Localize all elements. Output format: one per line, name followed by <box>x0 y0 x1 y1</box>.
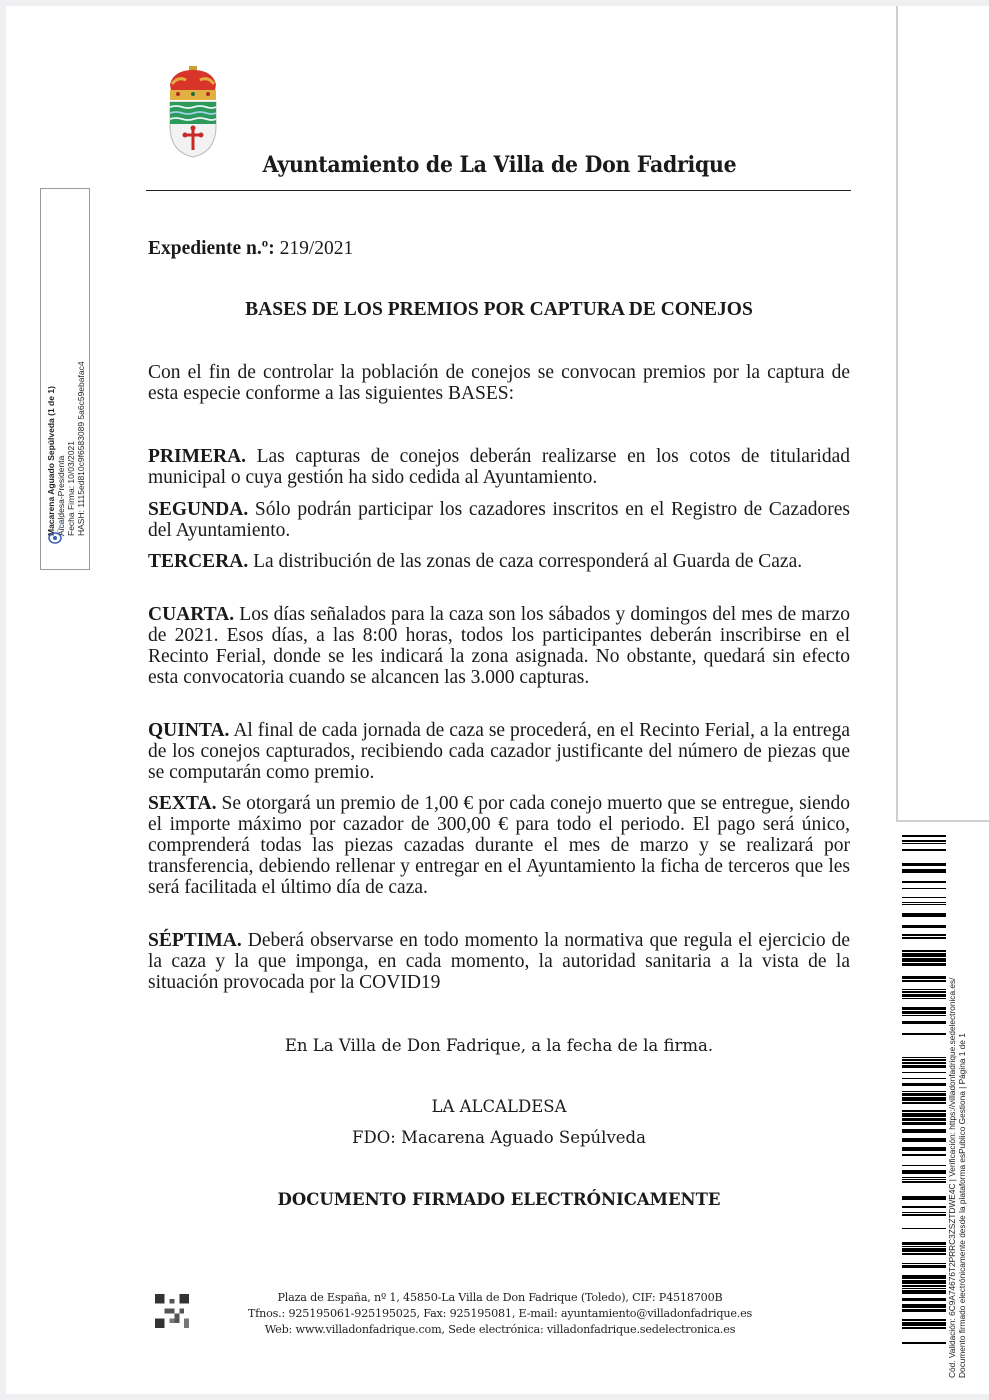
barcode-bar <box>902 1083 946 1086</box>
validation-platform: Documento firmado electrónicamente desde la plataforma esPublico Gestiona | Página 1 de 1 <box>956 1033 967 1378</box>
expediente-label: Expediente n.º: <box>148 238 275 259</box>
barcode-bar <box>902 958 946 962</box>
barcode-bar <box>902 1118 946 1121</box>
barcode-bar <box>902 1138 946 1142</box>
barcode-bar <box>902 1122 946 1125</box>
signer-stamp-date: Fecha Firma: 10/03/2021 <box>66 441 76 536</box>
base-primera <box>148 446 850 488</box>
signer-role: LA ALCALDESA <box>431 1097 567 1116</box>
barcode-bar <box>902 1177 946 1178</box>
base-label: PRIMERA. <box>148 446 247 467</box>
base-quinta <box>148 720 850 783</box>
barcode-bar <box>902 1304 946 1308</box>
barcode-bar <box>902 1298 946 1301</box>
header-title: Ayuntamiento de La Villa de Don Fadrique <box>262 152 737 178</box>
base-text: Se otorgará un premio de 1,00 € por cada conejo muerto que se entregue, siendo el importe máximo por cazador de 300,00 € para todo el periodo. El pago será único, comprenderá todas las piezas cazadas durante el mes de marzo y se realizará por transferencia, debiendo rellenar y entregar en el Ayuntamiento la ficha de terceros que les será facilitada el último día de caza. <box>148 793 851 898</box>
intro-paragraph: Con el fin de controlar la población de conejos se convocan premios por la captura de esta especie conforme a las siguientes BASES: <box>148 362 850 404</box>
signature-stamp-text <box>46 256 86 536</box>
barcode-bar <box>902 897 946 898</box>
barcode-bar <box>902 902 946 903</box>
base-label: CUARTA. <box>148 604 235 625</box>
barcode-bar <box>902 1280 946 1284</box>
barcode-bar <box>902 863 946 866</box>
barcode-bar <box>902 840 946 842</box>
barcode-bar <box>902 1015 946 1016</box>
validation-code: Cód. Validación: 6C9A74676T2PRRC3ZSZTDWE4C | Verificación: https://villadonfadrique.sedelectronica.es/ <box>947 977 957 1378</box>
barcode-bar <box>902 1181 946 1183</box>
barcode-bar <box>902 1327 946 1329</box>
barcode-bar <box>902 1154 946 1156</box>
footer-phones: Tfnos.: 925195061-925195025, Fax: 925195081, E-mail: ayuntamiento@villadonfadrique.es <box>247 1307 753 1320</box>
base-label: QUINTA. <box>148 720 230 741</box>
base-label: SEXTA. <box>148 793 217 814</box>
base-segunda <box>148 499 850 541</box>
header-divider <box>146 190 851 191</box>
barcode-bar <box>902 1246 946 1247</box>
barcode-bar <box>902 1113 946 1117</box>
barcode-bar <box>902 888 946 889</box>
barcode-bar <box>902 849 946 851</box>
footer-web: Web: www.villadonfadrique.com, Sede electrónica: villadonfadrique.sedelectronica.es <box>264 1323 736 1336</box>
base-text: Al final de cada jornada de caza se procederá, en el Recinto Ferial, a la entrega de los conejos capturados, recibiendo cada cazador justificante del número de piezas que se computarán como premio. <box>148 720 850 783</box>
barcode-bar <box>902 1065 946 1068</box>
barcode-bar <box>902 1057 946 1058</box>
base-septima <box>148 930 850 993</box>
barcode-bar <box>902 1170 946 1174</box>
barcode-bar <box>902 1342 946 1344</box>
electronic-signature-notice: DOCUMENTO FIRMADO ELECTRÓNICAMENTE <box>277 1190 721 1209</box>
barcode-bar <box>902 1102 946 1104</box>
base-text: Deberá observarse en todo momento la normativa que regula el ejercicio de la caza y la que imponga, en cada momento, la autoridad sanitaria a la vista de la situación provocada por la COVID19 <box>148 930 850 993</box>
barcode-bar <box>902 1309 946 1312</box>
barcode-bar <box>902 835 946 837</box>
barcode-bar <box>902 980 946 982</box>
barcode-bar <box>902 881 946 883</box>
barcode-bar <box>902 1288 946 1289</box>
right-margin-box <box>896 6 989 822</box>
barcode-bar <box>902 1007 946 1010</box>
barcode-bar <box>902 1072 946 1073</box>
barcode-bar <box>902 1110 946 1112</box>
barcode-bar <box>902 1165 946 1166</box>
barcode-icon <box>902 835 946 1345</box>
barcode-bar <box>902 989 946 990</box>
footer-contact <box>200 1290 800 1338</box>
base-text: Sólo podrán participar los cazadores inscritos en el Registro de Cazadores del Ayuntamiento. <box>148 499 851 541</box>
expediente <box>148 238 353 260</box>
base-tercera <box>148 551 850 572</box>
barcode-bar <box>902 1242 946 1245</box>
barcode-bar <box>902 1196 946 1200</box>
barcode-bar <box>902 1290 946 1294</box>
base-cuarta <box>148 604 850 688</box>
barcode-bar <box>902 925 946 928</box>
barcode-bar <box>902 1033 946 1035</box>
barcode-bar <box>902 1248 946 1252</box>
barcode-bar <box>902 843 946 844</box>
barcode-bar <box>902 1253 946 1255</box>
barcode-bar <box>902 1263 946 1264</box>
base-text: La distribución de las zonas de caza corresponderá al Guarda de Caza. <box>253 551 803 572</box>
signer-stamp-position: Alcaldesa-Presidenta <box>56 455 66 536</box>
barcode-bar <box>902 913 946 917</box>
validation-text <box>948 858 967 1378</box>
barcode-bar <box>902 963 946 966</box>
barcode-bar <box>902 1129 946 1133</box>
barcode-bar <box>902 1319 946 1321</box>
base-label: TERCERA. <box>148 551 249 572</box>
barcode-bar <box>902 1212 946 1213</box>
barcode-bar <box>902 998 946 999</box>
place-date: En La Villa de Don Fadrique, a la fecha de la firma. <box>284 1036 714 1055</box>
barcode-bar <box>902 1214 946 1216</box>
signer-stamp-hash: HASH: 1115ed810c9f6583089 5a6c59ebafac4 <box>76 361 86 536</box>
barcode-bar <box>902 1228 946 1229</box>
barcode-bar <box>902 869 946 873</box>
barcode-bar <box>902 1147 946 1151</box>
coat-of-arms-icon <box>164 64 222 159</box>
seal-icon <box>47 512 67 544</box>
barcode-bar <box>902 976 946 979</box>
barcode-bar <box>902 934 946 936</box>
base-sexta <box>148 793 850 898</box>
barcode-bar <box>902 1093 946 1096</box>
barcode-bar <box>902 1285 946 1287</box>
barcode-bar <box>902 1275 946 1279</box>
barcode-bar <box>902 904 946 905</box>
barcode-bar <box>902 1078 946 1079</box>
barcode-bar <box>902 1021 946 1024</box>
base-text: Las capturas de conejos deberán realizarse en los cotos de titularidad municipal o cuya gestión ha sido cedida al Ayuntamiento. <box>148 446 851 488</box>
base-label: SEGUNDA. <box>148 499 249 520</box>
barcode-bar <box>902 1322 946 1326</box>
barcode-bar <box>902 953 946 957</box>
qr-code-icon <box>155 1292 189 1330</box>
barcode-bar <box>902 937 946 939</box>
barcode-bar <box>902 994 946 997</box>
barcode-bar <box>902 1097 946 1101</box>
signer-stamp-name: Macarena Aguado Sepúlveda (1 de 1) <box>46 386 56 536</box>
barcode-bar <box>902 1265 946 1268</box>
document-title: BASES DE LOS PREMIOS POR CAPTURA DE CONEJOS <box>245 299 753 320</box>
barcode-bar <box>902 991 946 993</box>
barcode-bar <box>902 1206 946 1208</box>
barcode-bar <box>902 1179 946 1180</box>
signer-name: FDO: Macarena Aguado Sepúlveda <box>352 1128 646 1147</box>
document-page <box>6 6 989 1394</box>
barcode-bar <box>902 1091 946 1092</box>
base-label: SÉPTIMA. <box>148 930 242 951</box>
barcode-bar <box>902 950 946 952</box>
barcode-bar <box>902 1059 946 1061</box>
expediente-value: 219/2021 <box>279 238 354 259</box>
barcode-bar <box>902 1011 946 1014</box>
footer-address: Plaza de España, nº 1, 45850-La Villa de Don Fadrique (Toledo), CIF: P4518700B <box>277 1291 723 1304</box>
barcode-bar <box>902 1062 946 1064</box>
base-text: Los días señalados para la caza son los sábados y domingos del mes de marzo de 2021. Esos días, a las 8:00 horas, todos los participantes deberán inscribirse en el Recinto Ferial, donde se les indicará la zona asignada. No obstante, quedará sin efecto esta convocatoria cuando se alcancen las 3.000 capturas. <box>148 604 851 688</box>
